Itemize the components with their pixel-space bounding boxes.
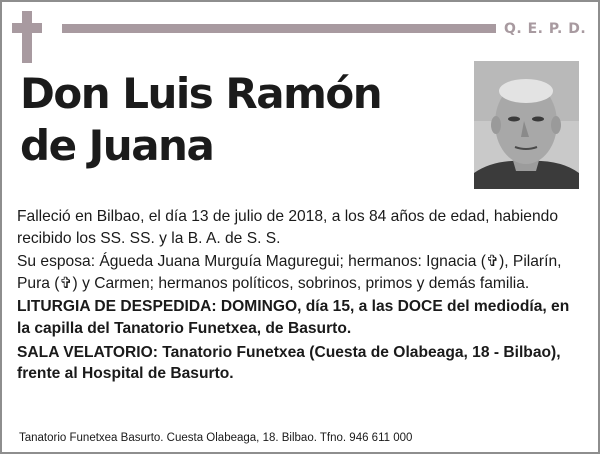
name-line-1: Don Luis Ramón — [20, 69, 382, 118]
funeral-home-footer: Tanatorio Funetxea Basurto. Cuesta Olabeaga, 18. Bilbao. Tfno. 946 611 000 — [19, 432, 413, 444]
family-list-part-1: Su esposa: Águeda Juana Murguía Maguregui; hermanos: Ignacia ( — [17, 253, 486, 271]
liturgy-details: LITURGIA DE DESPEDIDA: DOMINGO, día 15, a las DOCE del mediodía, en la capilla del Tanatorio Funetxea, de Basurto. — [17, 298, 570, 337]
portrait-photo-icon — [474, 61, 579, 189]
family-list-part-2: ), Pilarín, Pura ( — [17, 253, 562, 292]
cross-icon-bar — [12, 23, 42, 33]
header-rule — [62, 24, 496, 33]
deceased-name — [20, 68, 381, 172]
name-line-2: de Juana — [20, 121, 214, 170]
death-details: Falleció en Bilbao, el día 13 de julio de 2018, a los 84 años de edad, habiendo recibido los SS. SS. y la B. A. de S. S. — [17, 208, 558, 247]
cross-icon — [22, 11, 32, 63]
deceased-cross-icon: ✞ — [59, 274, 73, 292]
announcement-body — [17, 206, 585, 387]
wake-details: SALA VELATORIO: Tanatorio Funetxea (Cuesta de Olabeaga, 18 - Bilbao), frente al Hospital de Basurto. — [17, 343, 561, 383]
family-list — [17, 251, 585, 294]
portrait-photo — [474, 61, 579, 189]
qepd-label: Q. E. P. D. — [504, 21, 587, 37]
family-list-part-3: ) y Carmen; hermanos políticos, sobrinos, primos y demás familia. — [72, 274, 530, 292]
deceased-cross-icon: ✞ — [485, 253, 500, 271]
